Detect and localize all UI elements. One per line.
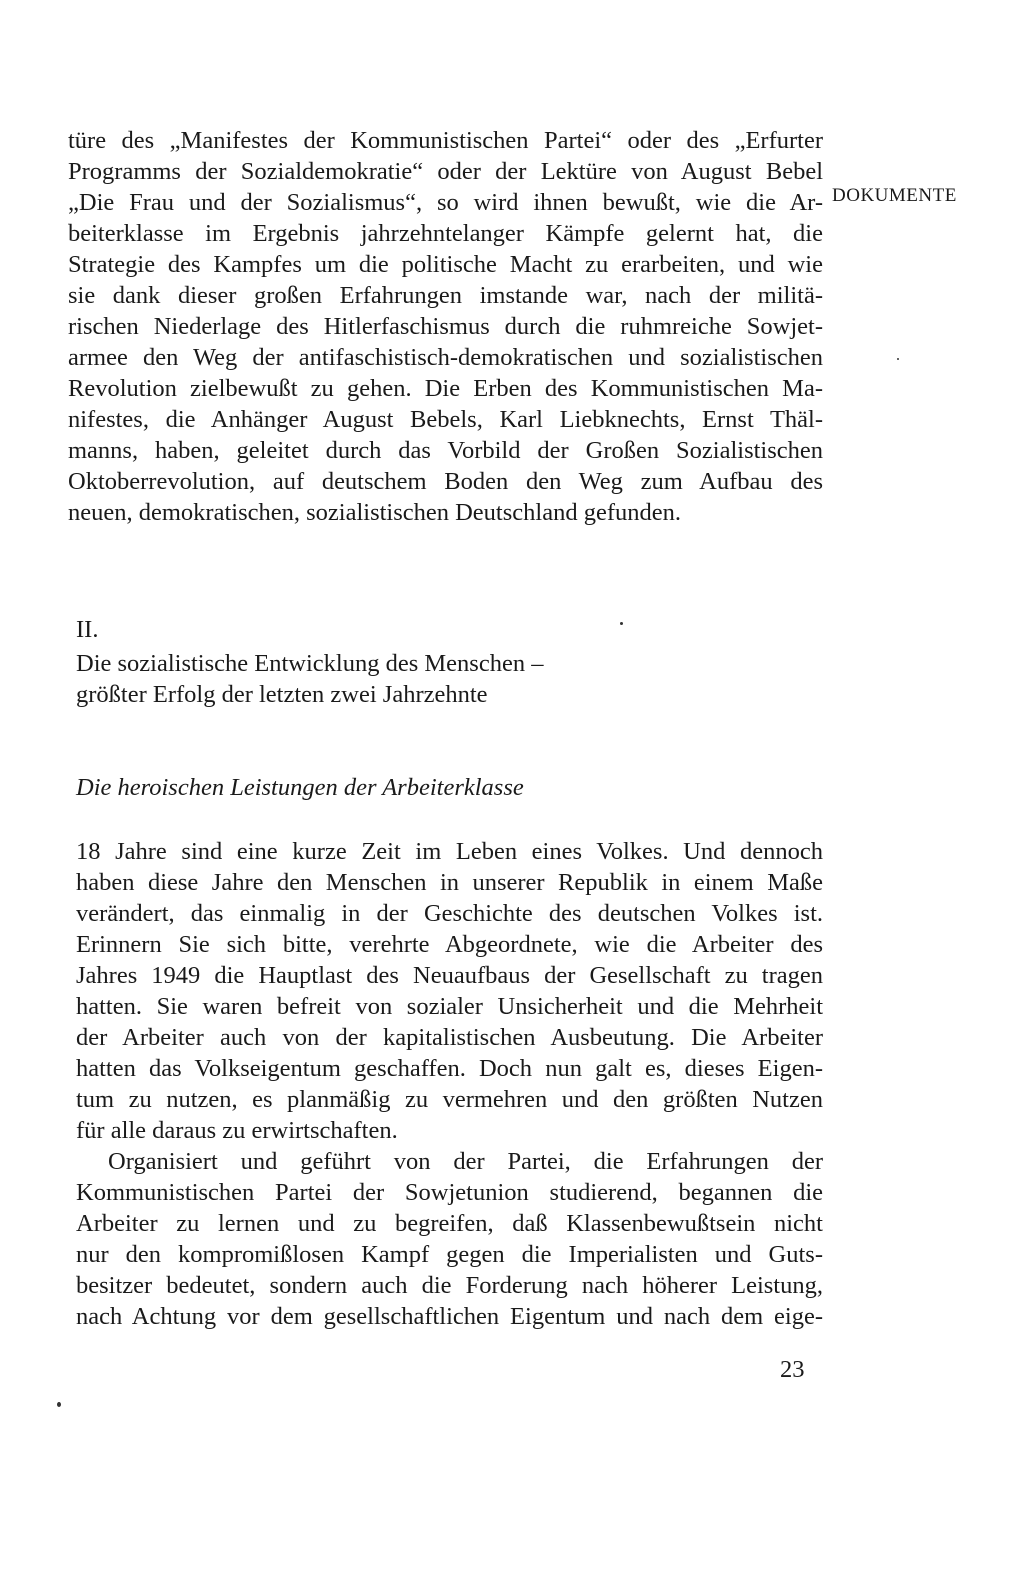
text-line: Erinnern Sie sich bitte, verehrte Abgeordnete, wie die Arbeiter des — [76, 931, 823, 958]
scan-speck — [57, 1402, 61, 1407]
text-line: Arbeiter zu lernen und zu begreifen, daß Klassenbewußtsein nicht — [76, 1210, 823, 1237]
section-title-line: Die sozialistische Entwicklung des Menschen – — [76, 650, 544, 677]
text-line: Jahres 1949 die Hauptlast des Neuaufbaus der Gesellschaft zu tragen — [76, 962, 823, 989]
text-line: hatten. Sie waren befreit von sozialer Unsicherheit und die Mehrheit — [76, 993, 823, 1020]
text-line: beiterklasse im Ergebnis jahrzehntelanger Kämpfe gelernt hat, die — [68, 220, 823, 247]
text-line: Strategie des Kampfes um die politische Macht zu erarbeiten, und wie — [68, 251, 823, 278]
page-number: 23 — [780, 1356, 805, 1383]
text-line: Programms der Sozialdemokratie“ oder der Lektüre von August Bebel — [68, 158, 823, 185]
text-line: besitzer bedeutet, sondern auch die Forderung nach höherer Leistung, — [76, 1272, 823, 1299]
text-line: Organisiert und geführt von der Partei, die Erfahrungen der — [108, 1148, 823, 1175]
text-line: nach Achtung vor dem gesellschaftlichen Eigentum und nach dem eige- — [76, 1303, 823, 1330]
text-line: „Die Frau und der Sozialismus“, so wird ihnen bewußt, wie die Ar- — [68, 189, 823, 216]
text-line: armee den Weg der antifaschistisch-demokratischen und sozialistischen — [68, 344, 823, 371]
sidebar-label: DOKUMENTE — [832, 185, 957, 206]
text-line: Oktoberrevolution, auf deutschem Boden den Weg zum Aufbau des — [68, 468, 823, 495]
scan-speck — [620, 622, 623, 625]
text-line: neuen, demokratischen, sozialistischen Deutschland gefunden. — [68, 499, 681, 526]
subheading: Die heroischen Leistungen der Arbeiterklasse — [76, 774, 524, 801]
text-line: für alle daraus zu erwirtschaften. — [76, 1117, 398, 1144]
text-line: rischen Niederlage des Hitlerfaschismus durch die ruhmreiche Sowjet- — [68, 313, 823, 340]
text-line: 18 Jahre sind eine kurze Zeit im Leben eines Volkes. Und dennoch — [76, 838, 823, 865]
text-line: hatten das Volkseigentum geschaffen. Doch nun galt es, dieses Eigen- — [76, 1055, 823, 1082]
text-line: der Arbeiter auch von der kapitalistischen Ausbeutung. Die Arbeiter — [76, 1024, 823, 1051]
text-line: türe des „Manifestes der Kommunistischen Partei“ oder des „Erfurter — [68, 127, 823, 154]
text-line: verändert, das einmalig in der Geschichte des deutschen Volkes ist. — [76, 900, 823, 927]
text-line: tum zu nutzen, es planmäßig zu vermehren und den größten Nutzen — [76, 1086, 823, 1113]
text-line: manns, haben, geleitet durch das Vorbild der Großen Sozialistischen — [68, 437, 823, 464]
text-line: haben diese Jahre den Menschen in unserer Republik in einem Maße — [76, 869, 823, 896]
text-line: nur den kompromißlosen Kampf gegen die Imperialisten und Guts- — [76, 1241, 823, 1268]
scan-speck — [897, 358, 899, 360]
section-title-line: größter Erfolg der letzten zwei Jahrzehnte — [76, 681, 488, 708]
text-line: Kommunistischen Partei der Sowjetunion studierend, begannen die — [76, 1179, 823, 1206]
section-number: II. — [76, 616, 99, 643]
text-line: sie dank dieser großen Erfahrungen imstande war, nach der militä- — [68, 282, 823, 309]
text-line: Revolution zielbewußt zu gehen. Die Erben des Kommunistischen Ma- — [68, 375, 823, 402]
text-line: nifestes, die Anhänger August Bebels, Karl Liebknechts, Ernst Thäl- — [68, 406, 823, 433]
